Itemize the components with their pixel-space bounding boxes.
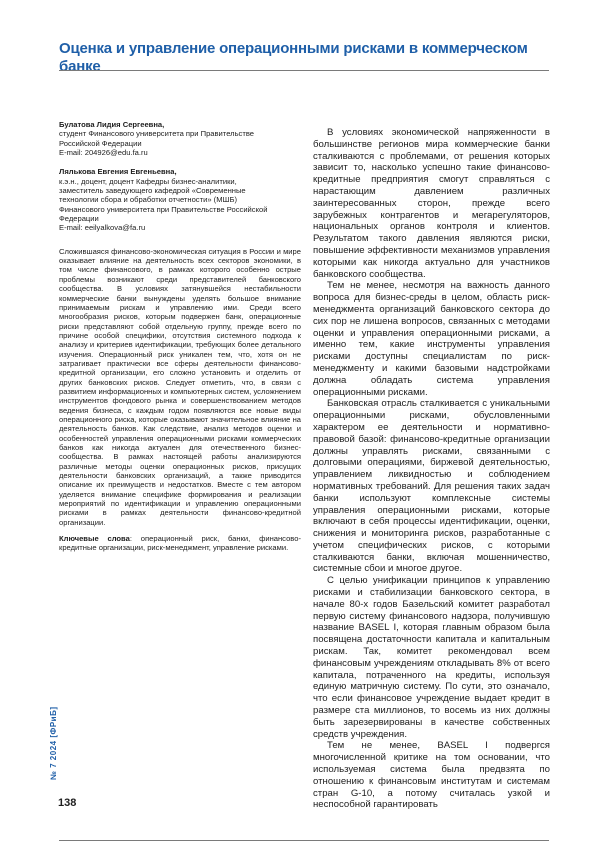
body-paragraph: В условиях экономической напряженности в большинстве регионов мира коммерческие банки сталкиваются с проблемами, от решения которых зависит то, насколько успешно такие финансово-кредитные предприятия смогут справляться с нарастающим давлением различных заинтересованных сторон, прежде всего зарубежных контрагентов и мегарегуляторов, национальных органов контроля и клиентов. Результатом такого давления являются риски, повышение эффективности механизмов управления которыми как никогда актуально для участников банковского сообщества. bbox=[313, 127, 550, 280]
body-paragraph: Банковская отрасль сталкивается с уникальными операционными рисками, обусловленными характером ее деятельности и нормативно-правовой базой: финансово-кредитные организации должны управлять рисками, связанными с долговыми операциями, биржевой деятельностью, управлением ликвидностью и соблюдением нормативных требований. Для решения таких задач банки используют комплексные системы управления операционными рисками, которые включают в себя процессы идентификации, оценки, снижения и мониторинга рисков, разработанные с учетом специфических рисков, с которыми сталкиваются банки, включая мошенничество, системные сбои и многое другое. bbox=[313, 398, 550, 575]
right-column bbox=[313, 127, 550, 811]
body-paragraph: С целью унификации принципов к управлению рисками и стабилизации банковского сектора, в начале 80-х годов Базельский комитет разработал первую систему финансового надзора, получившую название BASEL I, которая главным образом была посвящена достаточности капитала и капитальным рискам. Так, комитет рекомендовал всем финансовым учреждениям откладывать 8% от всего капитала, потраченного на кредиты, используя единую матричную систему. По сути, это означало, что если финансовое учреждение выдает кредит в размере ста миллионов, то восемь из них должны быть зарезервированы в качестве собственных средств учреждения. bbox=[313, 575, 550, 740]
author-email: E-mail: 204926@edu.fa.ru bbox=[59, 148, 148, 158]
author-name: Лялькова Евгения Евгеньевна, bbox=[59, 167, 177, 177]
author-email: E-mail: eeilyalkova@fa.ru bbox=[59, 223, 146, 233]
body-paragraph: Тем не менее, BASEL I подвергся многочисленной критике на том основании, что используемая система была предвзята по отношению к финансовым институтам и системам стран G-10, а потому считалась узкой и неспособной гарантировать bbox=[313, 740, 550, 811]
journal-issue-tag: № 7 2024 [ФРиБ] bbox=[49, 706, 58, 780]
left-column bbox=[59, 120, 301, 553]
abstract: Сложившаяся финансово-экономическая ситуация в России и мире оказывает влияние на деятельность всех секторов экономики, в том числе финансового, в рамках которого особенно острые проблемы возникают среди представителей банковского сообщества. В условиях затянувшейся нестабильности коммерческие банки вынуждены уделять большое внимание принимаемым рискам и управлению ими. Среди всего многообразия рисков, которым подвержен банк, операционные риски представляют собой отдельную группу, прежде всего по причине особой специфики, отсутствия системного подхода к анализу и критериев идентификации, требующих более детального изучения. Операционный риск уникален тем, что, хотя он не затрагивает практически все сферы деятельности финансово-кредитной организации, его сложно установить и отделить от других банковских рисков. Следует отметить, что, в связи с развитием информационных и компьютерных систем, усложнением инструментов фондового рынка и совершенствованием методов ведения бизнеса, с каждым годом появляются все новые виды операционного риска, которые оказывают значительное влияние на деятельность банков. Как следствие, анализ методов оценки и особенностей управления операционными рисками коммерческих банков как никогда актуален для отечественного бизнес-сообщества. В рамках настоящей работы анализируются различные методы оценки операционных рисков, присущих деятельности банковских организаций, а также приводится описание их преимуществ и недостатков. Вместе с тем автором уделяется внимание специфике формирования и реализации мероприятий по идентификации и управлению операционными рисками в рамках деятельности финансово-кредитной организации. bbox=[59, 246, 301, 527]
author-affiliation-line: Федерации bbox=[59, 214, 99, 224]
author-affiliation-line: студент Финансового университета при Правительстве bbox=[59, 129, 255, 139]
author-affiliation-line: к.э.н., доцент, доцент Кафедры бизнес-аналитики, bbox=[59, 176, 237, 186]
title-divider bbox=[59, 70, 549, 71]
body-paragraph: Тем не менее, несмотря на важность данного вопроса для бизнес-среды в целом, область риск-менеджмента организаций банковского сектора до сих пор не лишена вопросов, связанных с методами оценки и управления операционными рисками, а именно тем, какие инструменты управления рисками доступны специалистам по риск-менеджменту и какими базовыми надстройками должна обладать система управления операционными рисками. bbox=[313, 280, 550, 398]
keywords-label: Ключевые слова bbox=[59, 534, 130, 544]
author-block-1 bbox=[59, 120, 301, 157]
page-number: 138 bbox=[58, 797, 77, 809]
author-affiliation-line: технологии сбора и обработки отчетности» (МШБ) bbox=[59, 195, 237, 205]
author-name: Булатова Лидия Сергеевна, bbox=[59, 120, 165, 129]
author-affiliation-line: Российской Федерации bbox=[59, 138, 142, 148]
article-title: Оценка и управление операционными рисками в коммерческом банке bbox=[59, 40, 528, 75]
keywords bbox=[59, 534, 301, 553]
author-block-2 bbox=[59, 167, 301, 232]
author-affiliation-line: Финансового университета при Правительстве Российской bbox=[59, 204, 268, 214]
author-affiliation-line: заместитель заведующего кафедрой «Современные bbox=[59, 186, 246, 196]
keywords-text: : операционный риск, банки, финансово-кредитные организации, риск-менеджмент, управление рисками. bbox=[59, 534, 301, 553]
